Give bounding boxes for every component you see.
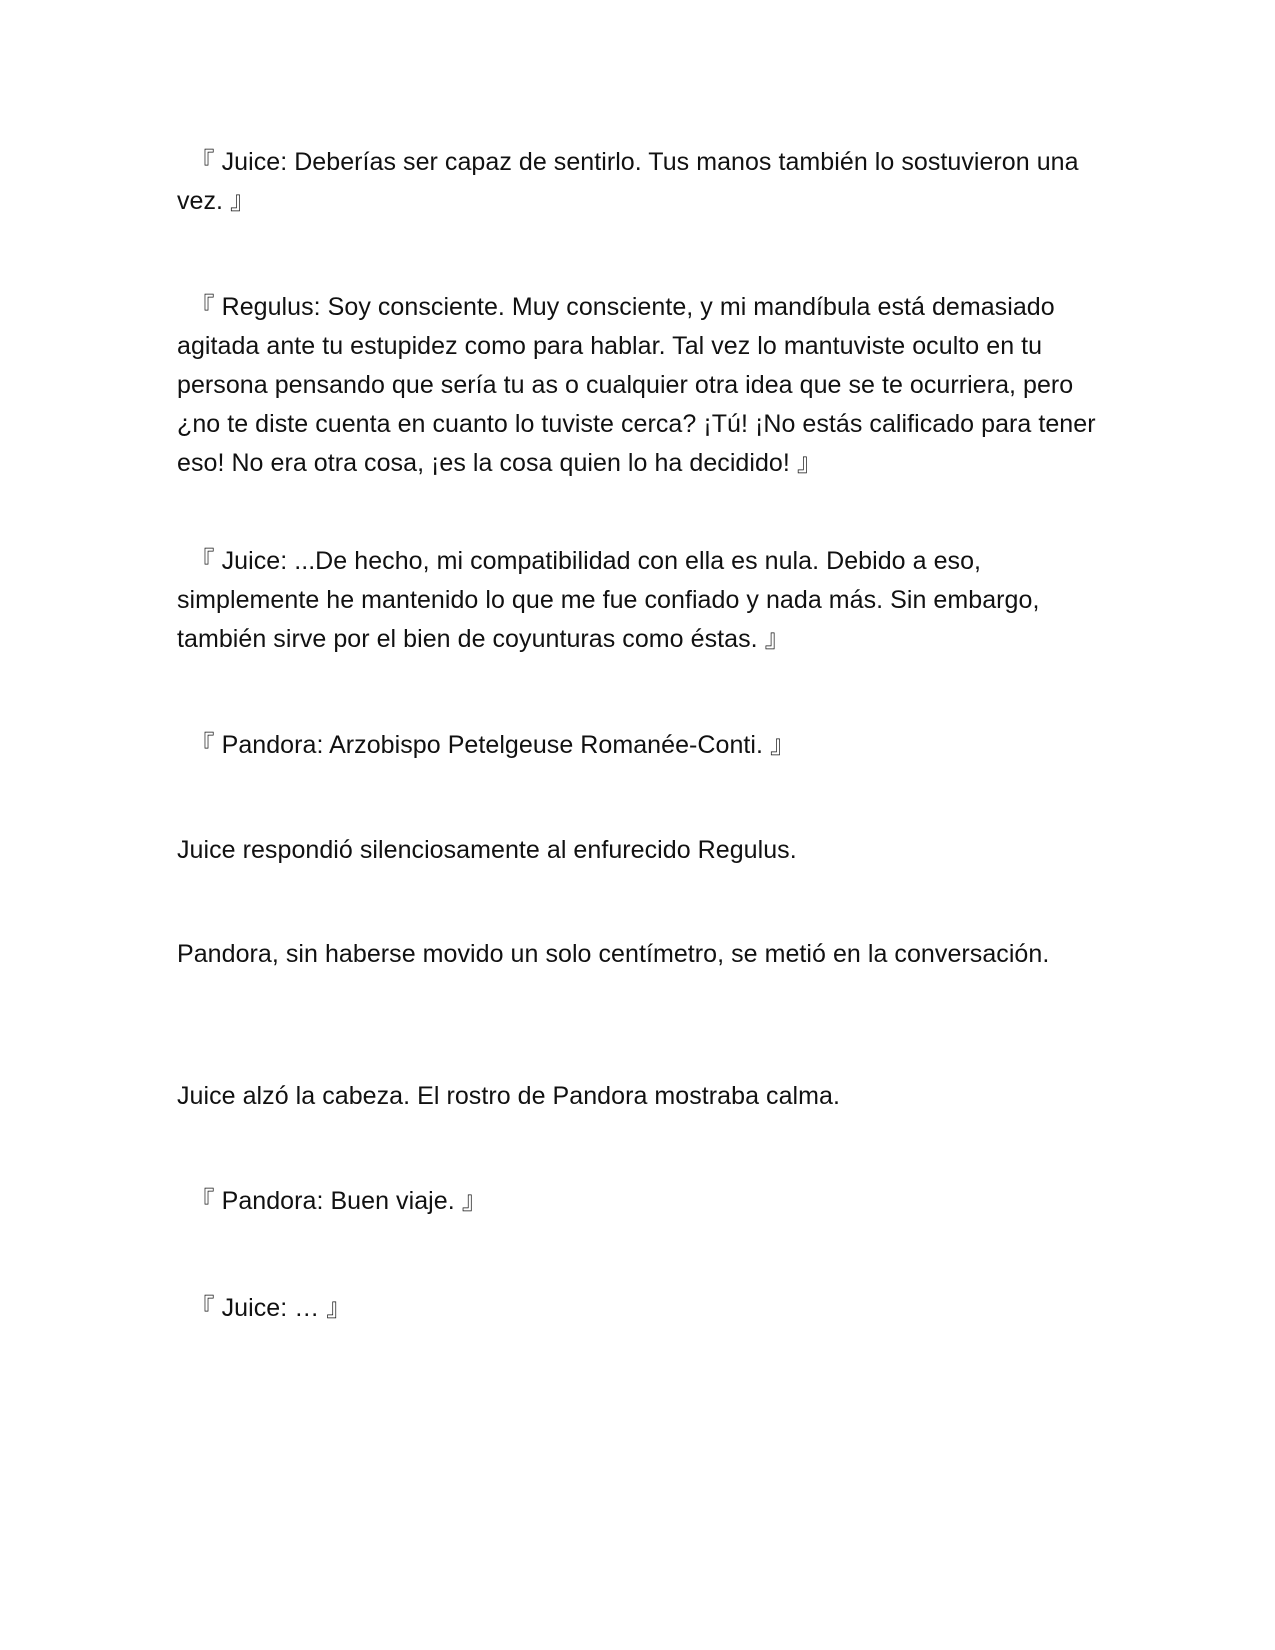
paragraph-regulus-dialogue: 『 Regulus: Soy consciente. Muy consciente, y mi mandíbula está demasiado agitada ante tu estupidez como para hablar. Tal vez lo mantuviste oculto en tu persona pensando que sería tu as o cualquier otra idea que se te ocurriera, pero ¿no te diste cuenta en cuanto lo tuviste cerca? ¡Tú! ¡No estás calificado para tener eso! No era otra cosa, ¡es la cosa quien lo ha decidido! 』: [177, 293, 1096, 477]
paragraph-narration-3: Juice alzó la cabeza. El rostro de Pandora mostraba calma.: [177, 1082, 840, 1110]
paragraph-pandora-dialogue-1: 『 Pandora: Arzobispo Petelgeuse Romanée-Conti. 』: [177, 731, 796, 759]
paragraph-juice-dialogue-2: 『 Juice: ...De hecho, mi compatibilidad con ella es nula. Debido a eso, simplemente he mantenido lo que me fue confiado y nada más. Sin embargo, también sirve por el bien de coyunturas como éstas. 』: [177, 547, 1040, 653]
paragraph-narration-2: Pandora, sin haberse movido un solo centímetro, se metió en la conversación.: [177, 940, 1050, 968]
paragraph-juice-dialogue-1: 『 Juice: Deberías ser capaz de sentirlo. Tus manos también lo sostuvieron una vez. 』: [177, 148, 1079, 215]
paragraph-juice-dialogue-3: 『 Juice: … 』: [177, 1294, 352, 1322]
paragraph-pandora-dialogue-2: 『 Pandora: Buen viaje. 』: [177, 1187, 487, 1215]
paragraph-narration-1: Juice respondió silenciosamente al enfurecido Regulus.: [177, 836, 797, 864]
